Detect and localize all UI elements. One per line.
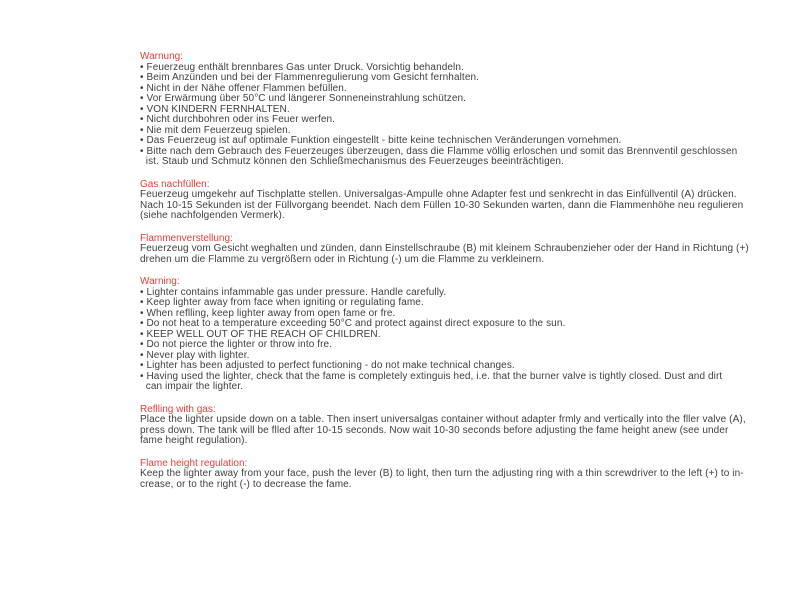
text-line: • Never play with lighter. <box>140 349 250 361</box>
section-heading-warning: Warning: <box>140 276 180 287</box>
text-line: • When reflling, keep lighter away from open fame or fre. <box>140 307 396 319</box>
text-line: • Nie mit dem Feuerzeug spielen. <box>140 124 291 136</box>
text-line: Place the lighter upside down on a table. Then insert universalgas container without adapter frmly and vertically into the fller valve (A), <box>140 414 746 425</box>
section-flammenverstellung-de <box>140 234 760 266</box>
text-line: fame height regulation). <box>140 435 248 446</box>
text-line: • Nicht durchbohren oder ins Feuer werfen. <box>140 114 336 125</box>
section-heading-refilling: Reflling with gas: <box>140 403 216 415</box>
text-line: drehen um die Flamme zu vergrößern oder in Richtung (-) um die Flamme zu verkleinern. <box>140 253 545 265</box>
section-refilling-with-gas-en <box>140 405 760 447</box>
text-line: • Nicht in der Nähe offener Flammen befüllen. <box>140 82 347 94</box>
text-line: Nach 10-15 Sekunden ist der Füllvorgang beendet. Nach dem Füllen 10-30 Sekunden warten, dann die Flammenhöhe neu regulieren <box>140 199 744 211</box>
text-line: • Having used the lighter, check that the fame is completely extinguis hed, i.e. that the burner valve is tightly closed. Dust and dirt <box>140 370 723 382</box>
text-line: • Lighter contains infammable gas under pressure. Handle carefully. <box>140 286 447 298</box>
text-line: • Vor Erwärmung über 50°C und längerer Sonneneinstrahlung schützen. <box>140 93 467 104</box>
text-line: • Bitte nach dem Gebrauch des Feuerzeuges überzeugen, dass die Flamme völlig erloschen und somit das Brennventil geschlossen <box>140 145 738 157</box>
text-line: • Lighter has been adjusted to perfect functioning - do not make technical changes. <box>140 360 515 371</box>
text-line: • Das Feuerzeug ist auf optimale Funktion eingestellt - bitte keine technischen Veränderungen vornehmen. <box>140 135 622 146</box>
section-heading-flammenverstellung: Flammenverstellung: <box>140 232 233 244</box>
text-line: crease, or to the right (-) to decrease the fame. <box>140 478 352 490</box>
text-line: • Do not pierce the lighter or throw into fre. <box>140 339 333 350</box>
text-line: ist. Staub und Schmutz können den Schließmechanismus des Feuerzeuges beeinträchtigen. <box>140 156 564 167</box>
text-line: press down. The tank will be flled after 10-15 seconds. Now wait 10-30 seconds before adjusting the fame height anew (see under <box>140 424 729 436</box>
text-line: (siehe nachfolgenden Vermerk). <box>140 210 285 221</box>
text-line: • Beim Anzünden und bei der Flammenregulierung vom Gesicht fernhalten. <box>140 72 480 83</box>
section-heading-warnung: Warnung: <box>140 51 183 62</box>
text-line: • Do not heat to a temperature exceeding 50°C and protect against direct exposure to the sun. <box>140 318 566 329</box>
section-flame-height-regulation-en <box>140 459 760 491</box>
text-line: Keep the lighter away from your face, push the lever (B) to light, then turn the adjusting ring with a thin screwdriver to the left (+) to in- <box>140 468 744 479</box>
text-line: • Keep lighter away from face when igniting or regulating fame. <box>140 297 424 308</box>
section-heading-gas-nachfuellen: Gas nachfüllen: <box>140 178 210 190</box>
text-line: Feuerzeug umgekehr auf Tischplatte stellen. Universalgas-Ampulle ohne Adapter fest und senkrecht in das Einfüllventil (A) drücken. <box>140 189 737 200</box>
text-line: • KEEP WELL OUT OF THE REACH OF CHILDREN. <box>140 328 381 340</box>
text-line: • Feuerzeug enthält brennbares Gas unter Druck. Vorsichtig behandeln. <box>140 61 464 73</box>
section-heading-flame-height: Flame height regulation: <box>140 457 248 469</box>
leaflet-text-column <box>140 52 760 502</box>
text-line: can impair the lighter. <box>140 381 244 392</box>
section-warning-en <box>140 277 760 393</box>
text-line: Feuerzeug vom Gesicht weghalten und zünden, dann Einstellschraube (B) mit kleinem Schraubenzieher oder der Hand in Richtung (+) <box>140 243 749 254</box>
section-gas-nachfuellen-de <box>140 180 760 222</box>
text-line: • VON KINDERN FERNHALTEN. <box>140 103 290 115</box>
section-warnung-de <box>140 52 760 168</box>
